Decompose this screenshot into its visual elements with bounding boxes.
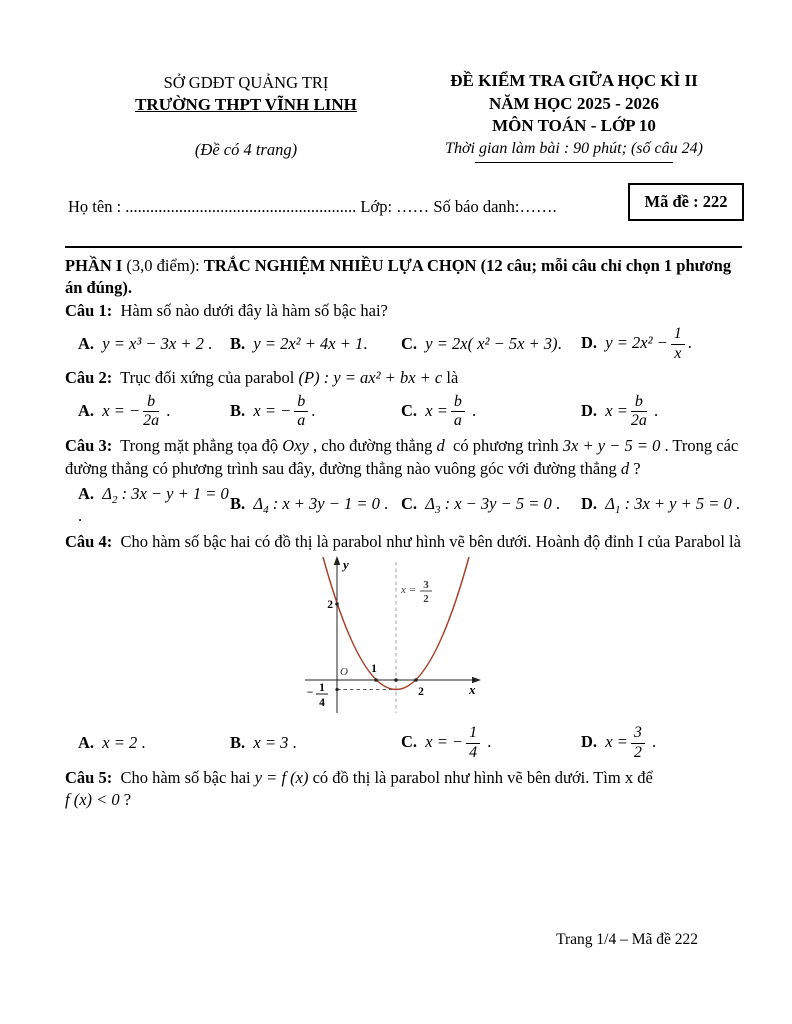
text-run: f (x) < 0: [65, 789, 120, 809]
exam-code-label: Mã đề : 222: [644, 192, 728, 211]
sbd-field[interactable]: Số báo danh:…….: [433, 197, 557, 216]
text-run: : x − 3y − 5 = 0: [440, 493, 552, 513]
y-axis-arrow-icon: [334, 556, 341, 565]
text-run: Trục đối xứng của parabol: [112, 368, 299, 388]
text-run: y = 2x² + 4x + 1: [253, 334, 364, 354]
option-a: [78, 394, 230, 431]
min-value-label: [307, 682, 328, 709]
text-run: Câu 2:: [65, 368, 113, 388]
fraction: $\frac{1}{x}$: [671, 326, 685, 363]
text-run: C.: [401, 334, 418, 354]
option-d: [581, 494, 747, 516]
text-run: D.: [581, 400, 598, 420]
exam-header: [400, 70, 748, 163]
root2-label: 2: [418, 686, 424, 699]
fraction: $\frac{b}{a}$: [451, 394, 465, 431]
text-run: Δ: [605, 493, 615, 513]
fraction: $\frac{b}{a}$: [294, 394, 308, 431]
text-run: .: [363, 334, 368, 354]
options-row: [65, 326, 747, 363]
text-run: A.: [78, 334, 95, 354]
point-axis-foot: [394, 678, 398, 682]
school-header: [96, 72, 396, 161]
text-run: Hàm số nào dưới đây là hàm số bậc hai?: [112, 300, 388, 320]
department-name: SỞ GDĐT QUẢNG TRỊ: [163, 73, 329, 92]
duration-underline: [475, 162, 673, 163]
point-min-on-y-axis: [335, 688, 338, 691]
text-run: A.: [78, 400, 95, 420]
text-run: có phương trình: [444, 436, 563, 456]
question-4: [65, 531, 747, 762]
question-text: [65, 767, 747, 789]
pages-note: (Đề có 4 trang): [194, 140, 298, 159]
text-run: .: [483, 732, 492, 752]
option-a: [78, 733, 230, 753]
text-run: C.: [401, 732, 418, 752]
text-run: .: [649, 400, 659, 420]
text-run: y = 2x² −: [605, 332, 668, 352]
text-run: x =: [605, 400, 628, 420]
origin-label: O: [340, 666, 348, 679]
svg-text:1: 1: [319, 682, 325, 695]
option-d: [581, 326, 747, 363]
text-run: Câu 4:: [65, 531, 113, 551]
option-c: [401, 725, 581, 762]
question-text: [65, 531, 747, 553]
text-run: .: [647, 732, 657, 752]
text-run: Δ: [253, 493, 264, 513]
text-run: x = −: [102, 400, 141, 420]
exam-body: [65, 255, 747, 811]
text-run: Oxy: [282, 436, 309, 456]
point-root-1: [374, 678, 378, 682]
exam-title: ĐỀ KIỂM TRA GIỮA HỌC KÌ II: [450, 71, 698, 90]
duration-line: Thời gian làm bài : 90 phút; (số câu 24): [445, 139, 703, 157]
text-run: .: [551, 493, 561, 513]
text-run: Cho hàm số bậc hai có đồ thị là parabol như hình vẽ bên dưới. Hoành độ đỉnh I của Parabol là: [112, 531, 741, 551]
text-run: D.: [581, 732, 598, 752]
option-b: [230, 733, 401, 753]
text-run: PHẦN I: [65, 256, 123, 275]
page-footer: Trang 1/4 – Mã đề 222: [556, 931, 698, 948]
question-text: [65, 435, 747, 480]
options-row: [65, 725, 747, 762]
text-run: Trong mặt phẳng tọa độ: [112, 436, 283, 456]
question-2: [65, 367, 747, 430]
q4-figure: [65, 555, 747, 721]
text-run: .: [731, 493, 741, 513]
header-separator: [65, 246, 742, 248]
text-run: y = x³ − 3x + 2: [102, 334, 204, 354]
point-y-intercept: [335, 602, 339, 606]
text-run: y = 2x( x² − 5x + 3): [425, 334, 558, 354]
option-c: [401, 394, 581, 431]
exam-code-box: [628, 183, 744, 221]
text-run: Δ: [102, 483, 112, 503]
text-run: x = 2: [102, 733, 138, 753]
student-info-line: [68, 197, 628, 217]
option-c: [401, 494, 581, 516]
class-field[interactable]: Lớp: ……: [360, 197, 430, 216]
text-run: , cho đường thẳng: [308, 436, 437, 456]
text-run: Câu 3:: [65, 436, 113, 456]
option-b: [230, 394, 401, 431]
question-text: [65, 300, 747, 322]
svg-text:2: 2: [423, 593, 429, 606]
question-5: [65, 767, 747, 812]
subscript: 3: [434, 503, 441, 516]
text-run: B.: [230, 400, 246, 420]
part1-heading: [65, 255, 747, 300]
question-text: [65, 367, 747, 389]
text-run: 3x + y − 5 = 0: [562, 436, 661, 456]
y-axis-label: y: [343, 557, 349, 573]
subscript: 4: [263, 503, 269, 516]
question-3: [65, 435, 747, 526]
text-run: y = f (x): [254, 767, 309, 787]
school-name: TRƯỜNG THPT VĨNH LINH: [135, 95, 357, 114]
text-run: .: [557, 334, 562, 354]
text-run: .: [288, 733, 297, 753]
fraction: $\frac{1}{4}$: [466, 725, 480, 762]
svg-text:x =: x =: [401, 584, 417, 597]
text-run: có đồ thị là parabol như hình vẽ bên dưới. Tìm x để: [308, 767, 653, 787]
text-run: (P) : y = ax² + bx + c: [298, 368, 443, 388]
text-run: ?: [119, 789, 132, 809]
text-run: x =: [605, 732, 628, 752]
x-axis-label: x: [469, 682, 476, 698]
text-run: Câu 5:: [65, 767, 113, 787]
text-run: .: [78, 505, 83, 525]
text-run: .: [137, 733, 146, 753]
text-run: d: [436, 436, 445, 456]
text-run: .: [467, 400, 477, 420]
subscript: 1: [614, 503, 621, 516]
subject-line: MÔN TOÁN - LỚP 10: [492, 116, 656, 135]
text-run: A.: [78, 483, 95, 503]
option-d: [581, 394, 747, 431]
options-row: [65, 394, 747, 431]
text-run: x = 3: [253, 733, 289, 753]
text-run: C.: [401, 400, 418, 420]
text-run: .: [379, 493, 389, 513]
text-run: Cho hàm số bậc hai: [112, 767, 255, 787]
fraction: $\frac{b}{2a}$: [630, 392, 647, 430]
subscript: 2: [111, 493, 118, 506]
question-text-line2: [65, 789, 747, 811]
text-run: : 3x + y + 5 = 0: [620, 493, 732, 513]
text-run: Δ: [425, 493, 435, 513]
name-field[interactable]: Họ tên : ........................................................: [68, 197, 357, 216]
text-run: : 3x − y + 1 = 0: [117, 483, 229, 503]
text-run: ?: [629, 458, 641, 478]
option-a: [78, 334, 230, 354]
fraction: $\frac{3}{2}$: [631, 725, 645, 762]
svg-text:3: 3: [423, 579, 429, 592]
school-year: NĂM HỌC 2025 - 2026: [489, 93, 659, 113]
text-run: (3,0 điểm):: [122, 256, 204, 275]
question-1: [65, 300, 747, 363]
option-d: [581, 725, 747, 762]
option-b: [230, 334, 401, 354]
text-run: .: [687, 332, 692, 352]
fraction: $\frac{b}{2a}$: [143, 392, 160, 430]
root1-label: 1: [371, 663, 377, 676]
text-run: . Trong các đường thẳng có phương trình sau đây, đường thẳng nào vuông góc với đường thẳng: [65, 436, 739, 478]
text-run: .: [203, 334, 213, 354]
text-run: TRẮC NGHIỆM NHIỀU LỰA CHỌN (12 câu; mỗi câu chỉ chọn 1 phương án đúng).: [65, 256, 732, 298]
text-run: x = −: [253, 400, 292, 420]
option-a: [78, 484, 230, 526]
y-intercept-label: 2: [327, 599, 333, 612]
text-run: D.: [581, 493, 598, 513]
text-run: là: [442, 368, 459, 388]
option-c: [401, 334, 581, 354]
svg-text:4: 4: [319, 697, 325, 710]
text-run: Câu 1:: [65, 300, 113, 320]
text-run: B.: [230, 733, 246, 753]
text-run: x =: [425, 400, 448, 420]
option-b: [230, 494, 401, 516]
symmetry-axis-equation-label: [400, 579, 432, 605]
text-run: x = −: [425, 732, 464, 752]
text-run: A.: [78, 733, 95, 753]
parabola-graph: [295, 555, 495, 719]
svg-text:−: −: [306, 687, 314, 700]
text-run: C.: [401, 493, 418, 513]
text-run: : x + 3y − 1 = 0: [268, 493, 380, 513]
point-root-2: [414, 678, 418, 682]
text-run: B.: [230, 493, 246, 513]
text-run: .: [311, 400, 316, 420]
text-run: d: [620, 458, 630, 478]
options-row: [65, 484, 747, 526]
text-run: .: [162, 400, 171, 420]
text-run: D.: [581, 332, 598, 352]
text-run: B.: [230, 334, 246, 354]
